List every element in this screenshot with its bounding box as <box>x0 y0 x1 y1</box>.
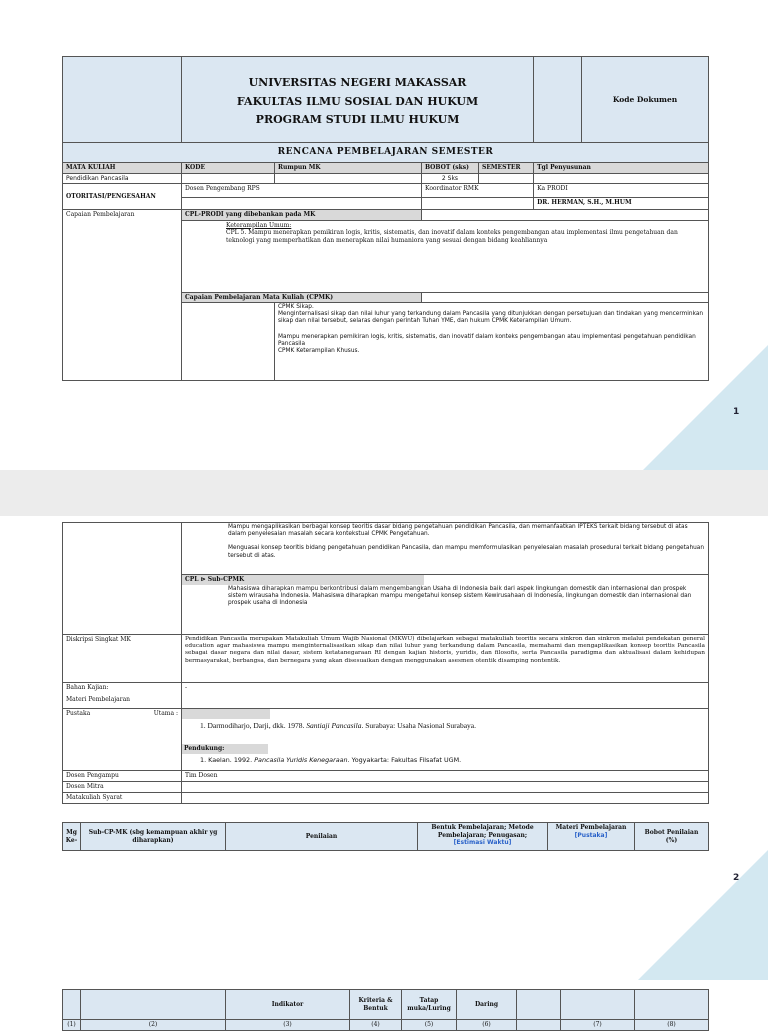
col-mata-kuliah: MATA KULIAH <box>63 163 182 174</box>
dosen-mitra-value <box>182 782 709 793</box>
koordinator-label: Koordinator RMK <box>422 184 534 198</box>
continuation-label-cell <box>63 523 182 635</box>
faculty-name: FAKULTAS ILMU SOSIAL DAN HUKUM <box>236 94 479 108</box>
col-num-2: (2) <box>81 1020 226 1031</box>
cpmk-khusus: CPMK Keterampilan Khusus. <box>278 348 360 355</box>
document-page-1 <box>0 0 768 470</box>
cpl-prodi-label: CPL-PRODI yang dibebankan pada MK <box>182 210 422 221</box>
page-number: 1 <box>733 407 740 417</box>
capaian-label: Capaian Pembelajaran <box>63 210 182 381</box>
matakuliah-syarat-label: Matakuliah Syarat <box>63 793 182 804</box>
cpmk-text-1: Menginternalisasi sikap dan nilai luhur yang terkandung dalam Pancasila yang ditunjukkan dengan persetujuan dan tindakan yang mencerminkan sikap dan nilai tersebut, selaras dengan perintah Tuhan YME, dan hukum CPMK Keterampilan Umum. <box>278 311 704 325</box>
col-bentuk: Bentuk Pembelajaran; Metode Pembelajaran; Penugasan; [Estimasi Waktu] <box>418 823 548 851</box>
course-name: Pendidikan Pancasila <box>63 173 182 184</box>
col-semester: SEMESTER <box>479 163 534 174</box>
utama-label: Utama : <box>153 710 178 717</box>
p3-col-blank-2 <box>81 990 226 1020</box>
col-num-1: (1) <box>63 1020 81 1031</box>
cpl-prodi-blank <box>422 210 709 221</box>
pustaka-content <box>182 709 709 771</box>
ket-umum-label: Keterampilan Umum: <box>226 221 292 229</box>
col-num-blank <box>517 1020 561 1031</box>
page-number: 2 <box>733 873 740 883</box>
dosen-rps-sign <box>182 198 422 210</box>
col-tgl-penyusunan: Tgl Penyusunan <box>534 163 709 174</box>
cpl-sub-cpmk-label: CPL ⊳ Sub-CPMK <box>182 575 424 585</box>
col-bobot-penilaian: Bobot Penilaian (%) <box>635 823 709 851</box>
col-kode: KODE <box>182 163 275 174</box>
course-date <box>534 173 709 184</box>
cpmk-label-blank <box>422 292 709 303</box>
weekly-plan-table <box>62 989 709 1031</box>
col-num-8: (8) <box>635 1020 709 1031</box>
deskripsi-label: Diskripsi Singkat MK <box>63 635 182 683</box>
reference-2: 1. Kaelan. 1992. Pancasila Yuridis Kenegaraan. Yogyakarta: Fakultas Filsafat UGM. <box>200 755 462 764</box>
col-rumpun-mk: Rumpun MK <box>275 163 422 174</box>
cpl-sub-cpmk-text: Mahasiswa diharapkan mampu berkontribusi dalam mengembangkan Usaha di Indonesia baik dari aspek lingkungan domestik dan internasional dan prospek sistem wirausaha Indonesia. Mahasiswa diharapkan mampu mengetahui konsep sistem Kewirusahaan di Indonesia, lingkungan domestik dan internasional dan prospek usaha di Indonesia <box>228 585 692 606</box>
dosen-mitra-label: Dosen Mitra <box>63 782 182 793</box>
rps-header-table <box>62 56 709 381</box>
blank-header-cell <box>534 57 582 143</box>
course-rumpun <box>275 173 422 184</box>
program-name: PROGRAM STUDI ILMU HUKUM <box>255 113 460 127</box>
university-name: UNIVERSITAS NEGERI MAKASSAR <box>248 75 467 89</box>
logo-cell <box>63 57 182 143</box>
page-gap <box>0 470 768 516</box>
course-sks: 2 Sks <box>422 173 479 184</box>
p3-col-blank-5 <box>635 990 709 1020</box>
col-sub-cpmk: Sub-CP-MK (sbg kemampuan akhir yg diharapkan) <box>81 823 226 851</box>
col-num-6: (6) <box>457 1020 517 1031</box>
col-indikator: Indikator <box>226 990 350 1020</box>
cpl-prodi-content <box>182 220 709 292</box>
estimasi-waktu-label: [Estimasi Waktu] <box>453 839 512 846</box>
matakuliah-syarat-value <box>182 793 709 804</box>
col-materi: Materi Pembelajaran [Pustaka] <box>548 823 635 851</box>
col-daring: Daring <box>457 990 517 1020</box>
cpmk-continuation <box>182 523 709 575</box>
course-semester <box>479 173 534 184</box>
col-kriteria: Kriteria & Bentuk <box>350 990 402 1020</box>
col-minggu: Mg Ke- <box>63 823 81 851</box>
koordinator-sign <box>422 198 534 210</box>
rps-detail-table <box>62 522 709 804</box>
cpl5-text: CPL 5. Mampu menerapkan pemikiran logis, kritis, sistematis, dan inovatif dalam konteks pengembangan atau implementasi ilmu pengetahuan dan teknologi yang memperhatikan dan menerapkan nilai humaniora yang sesuai dengan bidang keahliannya <box>226 229 678 244</box>
pustaka-label: Pustaka <box>66 710 91 717</box>
ka-prodi-name: DR. HERMAN, S.H., M.HUM <box>534 198 709 210</box>
bahan-kajian-label: Bahan Kajian: <box>66 684 109 691</box>
cpmk-label: Capaian Pembelajaran Mata Kuliah (CPMK) <box>182 292 422 303</box>
document-page-2 <box>0 516 768 980</box>
p3-col-blank-1 <box>63 990 81 1020</box>
weekly-plan-header <box>62 822 709 851</box>
cpmk-indent <box>182 303 275 381</box>
cpmk-content <box>275 303 709 381</box>
kode-dokumen-label: Kode Dokumen <box>582 57 709 143</box>
col-penilaian: Penilaian <box>226 823 418 851</box>
bahan-kajian-value: - <box>182 683 709 709</box>
sub-cpmk-block <box>182 575 709 635</box>
col-tatap-muka: Tatap muka/Luring <box>402 990 457 1020</box>
utama-bar <box>182 709 270 719</box>
col-num-4: (4) <box>350 1020 402 1031</box>
col-bobot: BOBOT (sks) <box>422 163 479 174</box>
col-num-5: (5) <box>402 1020 457 1031</box>
col-num-7: (7) <box>561 1020 635 1031</box>
col-num-3: (3) <box>226 1020 350 1031</box>
cpmk-cont-1: Mampu mengaplikasikan berbagai konsep teoritis dasar bidang pengetahuan pendidikan Pancasila, dan memanfaatkan IPTEKS terkait bidang tersebut di atas dalam penyelesaian masalah secara kontekstual CPMK Pengetahuan. <box>228 524 688 538</box>
course-code <box>182 173 275 184</box>
rps-title: RENCANA PEMBELAJARAN SEMESTER <box>63 143 709 163</box>
institution-header <box>182 57 534 143</box>
cpmk-sikap: CPMK Sikap. <box>278 304 314 310</box>
p3-col-blank-3 <box>517 990 561 1020</box>
dosen-pengampu-label: Dosen Pengampu <box>63 771 182 782</box>
dosen-pengampu-value: Tim Dosen <box>182 771 709 782</box>
reference-1: 1. Darmodiharjo, Darji, dkk. 1978. Santiaji Pancasila. Surabaya: Usaha Nasional Surabaya. <box>200 721 477 730</box>
deskripsi-text: Pendidikan Pancasila merupakan Matakuliah Umum Wajib Nasional (MKWU) dibelajarkan sebagai matakuliah teoritis secara sinkron dan sinkron melalui pendekatan general education agar mahasiswa mampu menginternalisasikan sikap dan nilai luhur yang terkandung dalam Pancasila, memahami dan mengaplikasikan konsep teoritis Pancasila sebagai dasar negara dan nilai dasar, sistem ketatanegaraan RI dengan kajian historis, yuridis, dan filosofis, serta Pancasila paradigma dan aktualisasi dalam kehidupan bermasyarakat, berbangsa, dan bernegara yang akan disesuaikan dengan menggunakan asesmen otentik disamping nontentik. <box>182 635 709 683</box>
otorisasi-label: OTORITASI/PENGESAHAN <box>63 184 182 210</box>
materi-label: Materi Pembelajaran <box>66 695 131 703</box>
page-corner-decoration <box>638 850 768 980</box>
p3-col-blank-4 <box>561 990 635 1020</box>
pustaka-link-label: [Pustaka] <box>574 831 608 839</box>
cpmk-cont-2: Menguasai konsep teoritis bidang pengetahuan pendidikan Pancasila, dan mampu memformulasikan penyelesaian masalah prosedural terkait bidang pengetahuan tersebut di atas. <box>228 545 705 559</box>
pustaka-cell <box>63 709 182 771</box>
bahan-kajian-cell <box>63 683 182 709</box>
pendukung-label: Pendukung: <box>182 744 268 754</box>
document-page-3 <box>0 980 768 1028</box>
ka-prodi-label: Ka PRODI <box>534 184 709 198</box>
dosen-rps-label: Dosen Pengembang RPS <box>182 184 422 198</box>
cpmk-text-2: Mampu menerapkan pemikiran logis, kritis, sistematis, dan inovatif dalam konteks pengembangan atau implementasi pengetahuan pendidikan Pancasila <box>278 333 696 347</box>
